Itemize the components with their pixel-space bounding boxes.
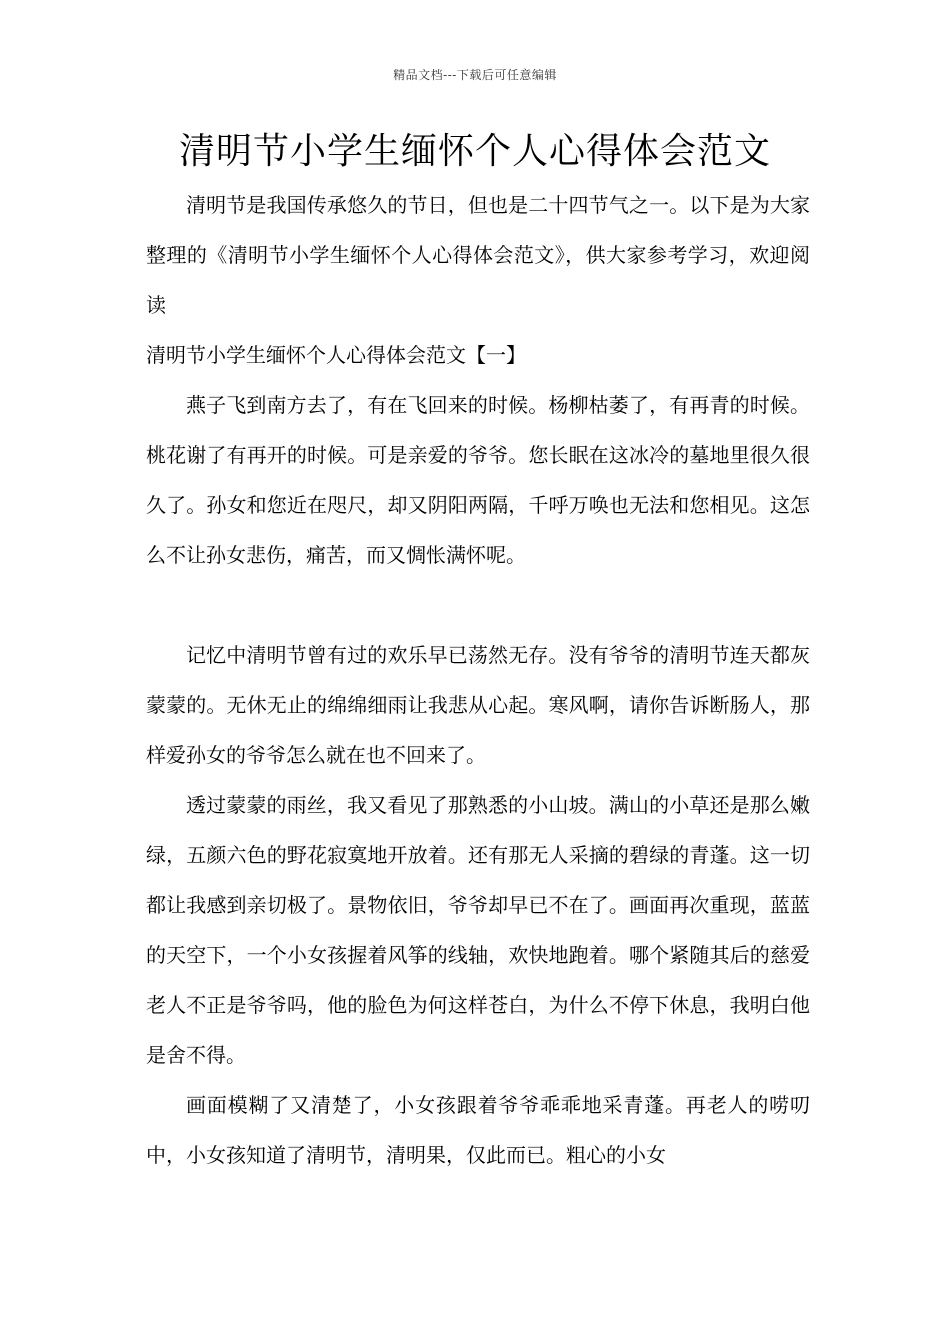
body-paragraph-2: 记忆中清明节曾有过的欢乐早已荡然无存。没有爷爷的清明节连天都灰蒙蒙的。无休无止的绵绵细雨让我悲从心起。寒风啊，请你告诉断肠人，那样爱孙女的爷爷怎么就在也不回来了。 [146, 643, 810, 767]
body-paragraph-3: 透过蒙蒙的雨丝，我又看见了那熟悉的小山坡。满山的小草还是那么嫩绿，五颜六色的野花寂寞地开放着。还有那无人采摘的碧绿的青蓬。这一切都让我感到亲切极了。景物依旧，爷爷却早已不在了。画面再次重现，蓝蓝的天空下，一个小女孩握着风筝的线轴，欢快地跑着。哪个紧随其后的慈爱老人不正是爷爷吗，他的脸色为何这样苍白，为什么不停下休息，我明白他是舍不得。 [146, 793, 810, 1067]
intro-paragraph: 清明节是我国传承悠久的节日，但也是二十四节气之一。以下是为大家整理的《清明节小学生缅怀个人心得体会范文》，供大家参考学习，欢迎阅读 [146, 193, 810, 317]
document-body [146, 180, 810, 1180]
section-heading: 清明节小学生缅怀个人心得体会范文【一】 [146, 343, 526, 367]
body-paragraph-4: 画面模糊了又清楚了，小女孩跟着爷爷乖乖地采青蓬。再老人的唠叨中，小女孩知道了清明节，清明果，仅此而已。粗心的小女 [146, 1093, 810, 1167]
paragraph-gap [146, 580, 810, 630]
header-note: 精品文档---下载后可任意编辑 [393, 68, 557, 82]
body-paragraph-1: 燕子飞到南方去了，有在飞回来的时候。杨柳枯萎了，有再青的时候。桃花谢了有再开的时候。可是亲爱的爷爷。您长眠在这冰冷的墓地里很久很久了。孙女和您近在咫尺，却又阴阳两隔，千呼万唤也无法和您相见。这怎么不让孙女悲伤，痛苦，而又惆怅满怀呢。 [146, 393, 810, 567]
document-title: 清明节小学生缅怀个人心得体会范文 [178, 131, 771, 172]
